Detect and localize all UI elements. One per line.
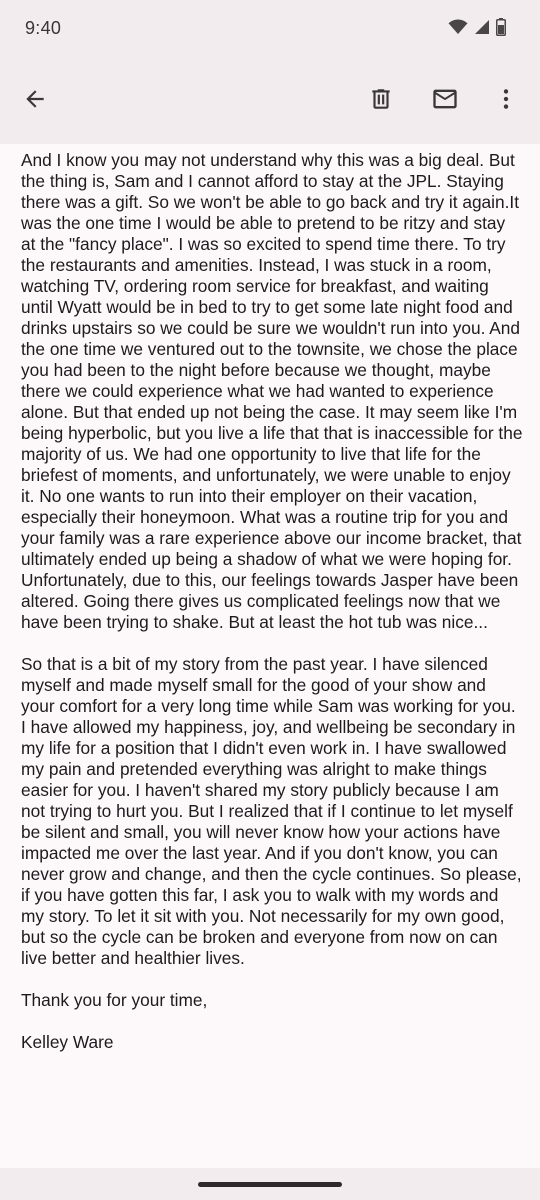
gesture-handle[interactable] <box>198 1182 342 1187</box>
status-icons <box>448 18 506 41</box>
status-time: 9:40 <box>25 18 62 38</box>
more-options-button[interactable] <box>484 79 528 123</box>
mark-unread-button[interactable] <box>423 79 467 123</box>
more-vert-icon <box>493 86 519 117</box>
mail-icon <box>431 85 459 118</box>
delete-button[interactable] <box>359 79 403 123</box>
message-closing: Thank you for your time, <box>21 990 208 1010</box>
message-paragraph: And I know you may not understand why this was a big deal. But the thing is, Sam and I cannot afford to stay at the JPL. Staying there was a gift. So we won't be able to go back and try it again.It was the one time I would be able to pretend to be ritzy and stay at the "fancy place". I was so excited to spend time there. To try the restaurants and amenities. Instead, I was stuck in a room, watching TV, ordering room service for breakfast, and waiting until Wyatt would be in bed to try to get some late night food and drinks upstairs so we could be sure we wouldn't run into you. And the one time we ventured out to the townsite, we chose the place you had been to the night before because we thought, maybe there we could experience what we had wanted to experience alone. But that ended up not being the case. It may seem like I'm being hyperbolic, but you live a life that that is inaccessible for the majority of us. We had one opportunity to live that life for the briefest of moments, and unfortunately, we were unable to enjoy it. No one wants to run into their employer on their vacation, especially their honeymoon. What was a routine trip for you and your family was a rare experience above our income bracket, that ultimately ended up being a shadow of what we were hoping for. Unfortunately, due to this, our feelings towards Jasper have been altered. Going there gives us complicated feelings now that we have been trying to shake. But at least the hot tub was nice... <box>21 150 523 632</box>
arrow-back-icon <box>22 86 48 117</box>
signal-icon <box>474 19 490 40</box>
message-paragraph: So that is a bit of my story from the past year. I have silenced myself and made myself small for the good of your show and your comfort for a very long time while Sam was working for you. I have allowed my happiness, joy, and wellbeing be secondary in my life for a position that I didn't even work in. I have swallowed my pain and pretended everything was alright to make things easier for you. I haven't shared my story publicly because I am not trying to hurt you. But I realized that if I continue to let myself be silent and small, you will never know how your actions have impacted me over the last year. And if you don't know, you can never grow and change, and then the cycle continues. So please, if you have gotten this far, I ask you to walk with my words and my story. To let it sit with you. Not necessarily for my own good, but so the cycle can be broken and everyone from now on can live better and healthier lives. <box>21 654 522 968</box>
toolbar <box>0 58 540 144</box>
trash-icon <box>368 86 394 117</box>
wifi-icon <box>448 19 468 40</box>
battery-icon <box>496 18 506 41</box>
status-bar <box>0 0 540 58</box>
message-signature: Kelley Ware <box>21 1032 114 1052</box>
back-button[interactable] <box>13 79 57 123</box>
message-body <box>21 150 523 1053</box>
navigation-bar <box>0 1168 540 1200</box>
